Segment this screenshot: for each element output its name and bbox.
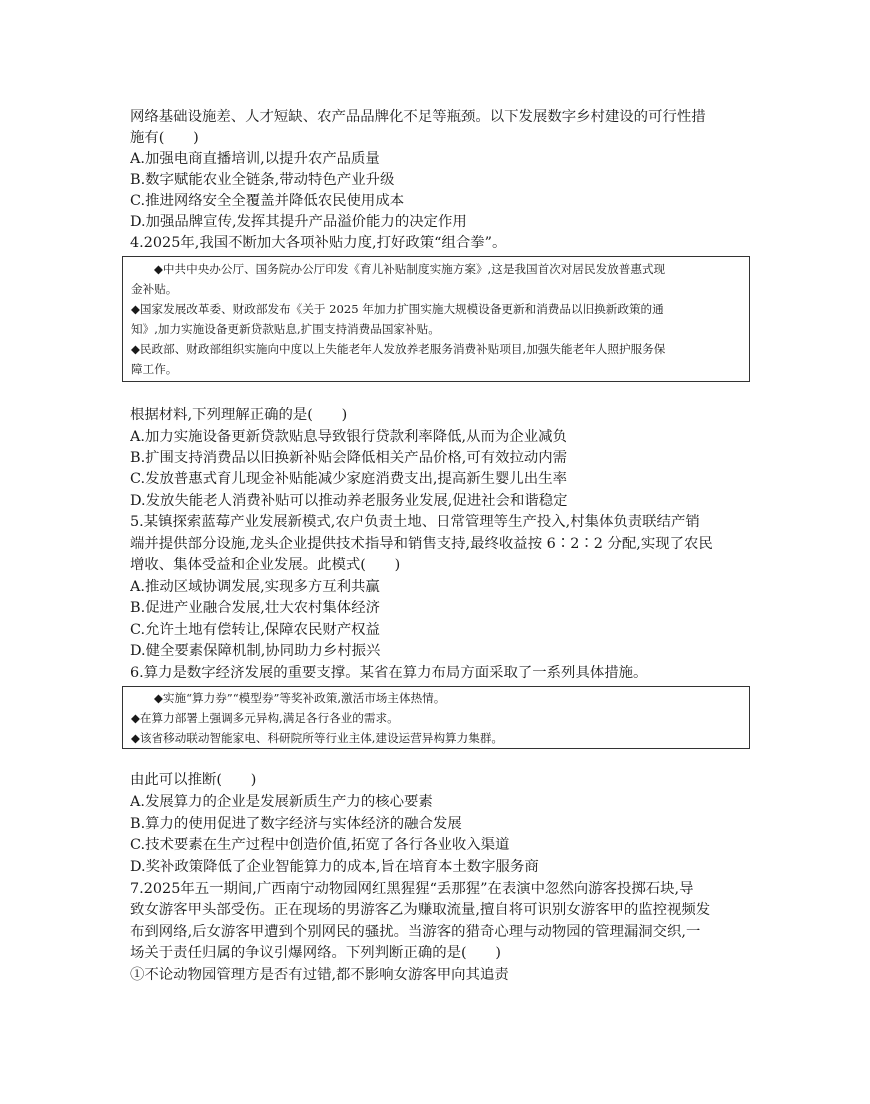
q4-option-b: B.扩围支持消费品以旧换新补贴会降低相关产品价格,可有效拉动内需 (130, 450, 568, 466)
q6-option-b: B.算力的使用促进了数字经济与实体经济的融合发展 (130, 816, 462, 832)
q3-option-b: B.数字赋能农业全链条,带动特色产业升级 (130, 172, 395, 188)
q4-stem: 4.2025年,我国不断加大各项补贴力度,打好政策“组合拳”。 (130, 235, 507, 251)
q5-stem-line-1: 5.某镇探索蓝莓产业发展新模式,农户负责土地、日常管理等生产投入,村集体负责联结产销 (130, 514, 700, 530)
q7-stem-line-2: 致女游客甲头部受伤。正在现场的男游客乙为赚取流量,擅自将可识别女游客甲的监控视频发 (130, 902, 711, 918)
q6-material-line-3: ◆该省移动联动智能家电、科研院所等行业主体,建设运营异构算力集群。 (131, 731, 504, 745)
q6-material-line-1: ◆实施“算力券”“模型券”等奖补政策,激活市场主体热情。 (154, 691, 446, 705)
q4-question: 根据材料,下列理解正确的是( ) (130, 407, 348, 423)
q6-option-c: C.技术要素在生产过程中创造价值,拓宽了各行各业收入渠道 (130, 837, 510, 853)
q6-option-d: D.奖补政策降低了企业智能算力的成本,旨在培育本土数字服务商 (130, 859, 539, 875)
q3-option-c: C.推进网络安全全覆盖并降低农民使用成本 (130, 193, 405, 209)
q4-material-line-2: 金补贴。 (131, 282, 178, 296)
q7-stem-line-1: 7.2025年五一期间,广西南宁动物园网红黑猩猩“丢那猩”在表演中忽然向游客投掷石块,导 (130, 881, 694, 897)
q3-stem-line-1: 网络基础设施差、人才短缺、农产品品牌化不足等瓶颈。以下发展数字乡村建设的可行性措 (130, 109, 706, 125)
q4-option-c: C.发放普惠式育儿现金补贴能减少家庭消费支出,提高新生婴儿出生率 (130, 471, 567, 487)
q4-option-a: A.加力实施设备更新贷款贴息导致银行贷款利率降低,从而为企业减负 (130, 429, 567, 445)
q3-option-a: A.加强电商直播培训,以提升农产品质量 (130, 151, 380, 167)
q5-option-b: B.促进产业融合发展,壮大农村集体经济 (130, 600, 380, 616)
q6-stem: 6.算力是数字经济发展的重要支撑。某省在算力布局方面采取了一系列具体措施。 (130, 665, 648, 681)
q4-material-line-6: 障工作。 (131, 362, 178, 376)
q5-stem-line-3: 增收、集体受益和企业发展。此模式( ) (130, 557, 401, 573)
q4-material-box (122, 256, 750, 382)
q6-question: 由此可以推断( ) (130, 772, 257, 788)
q3-option-d: D.加强品牌宣传,发挥其提升产品溢价能力的决定作用 (130, 214, 467, 230)
q4-material-line-1: ◆中共中央办公厅、国务院办公厅印发《育儿补贴制度实施方案》,这是我国首次对居民发放普惠式现 (154, 262, 666, 276)
q5-option-d: D.健全要素保障机制,协同助力乡村振兴 (130, 643, 381, 659)
q4-option-d: D.发放失能老人消费补贴可以推动养老服务业发展,促进社会和谐稳定 (130, 493, 568, 509)
q6-option-a: A.发展算力的企业是发展新质生产力的核心要素 (130, 794, 433, 810)
q7-stem-line-3: 布到网络,后女游客甲遭到个别网民的骚扰。当游客的猎奇心理与动物园的管理漏洞交织,一 (130, 924, 701, 940)
q4-material-line-5: ◆民政部、财政部组织实施向中度以上失能老年人发放养老服务消费补贴项目,加强失能老年人照护服务保 (131, 342, 666, 356)
q5-option-c: C.允许土地有偿转让,保障农民财产权益 (130, 622, 380, 638)
q4-material-line-4: 知》,加力实施设备更新贷款贴息,扩围支持消费品国家补贴。 (131, 322, 440, 336)
q7-item-1: ①不论动物园管理方是否有过错,都不影响女游客甲向其追责 (130, 967, 509, 983)
q7-stem-line-4: 场关于责任归属的争议引爆网络。下列判断正确的是( ) (130, 945, 501, 961)
q5-stem-line-2: 端并提供部分设施,龙头企业提供技术指导和销售支持,最终收益按 6∶2∶2 分配,实现了农民 (130, 536, 713, 552)
q6-material-box (122, 686, 750, 749)
q6-material-line-2: ◆在算力部署上强调多元异构,满足各行各业的需求。 (131, 711, 399, 725)
q3-stem-line-2: 施有( ) (130, 130, 199, 146)
q5-option-a: A.推动区域协调发展,实现多方互利共赢 (130, 579, 380, 595)
q4-material-line-3: ◆国家发展改革委、财政部发布《关于 2025 年加力扩围实施大规模设备更新和消费品以旧换新政策的通 (131, 302, 664, 316)
